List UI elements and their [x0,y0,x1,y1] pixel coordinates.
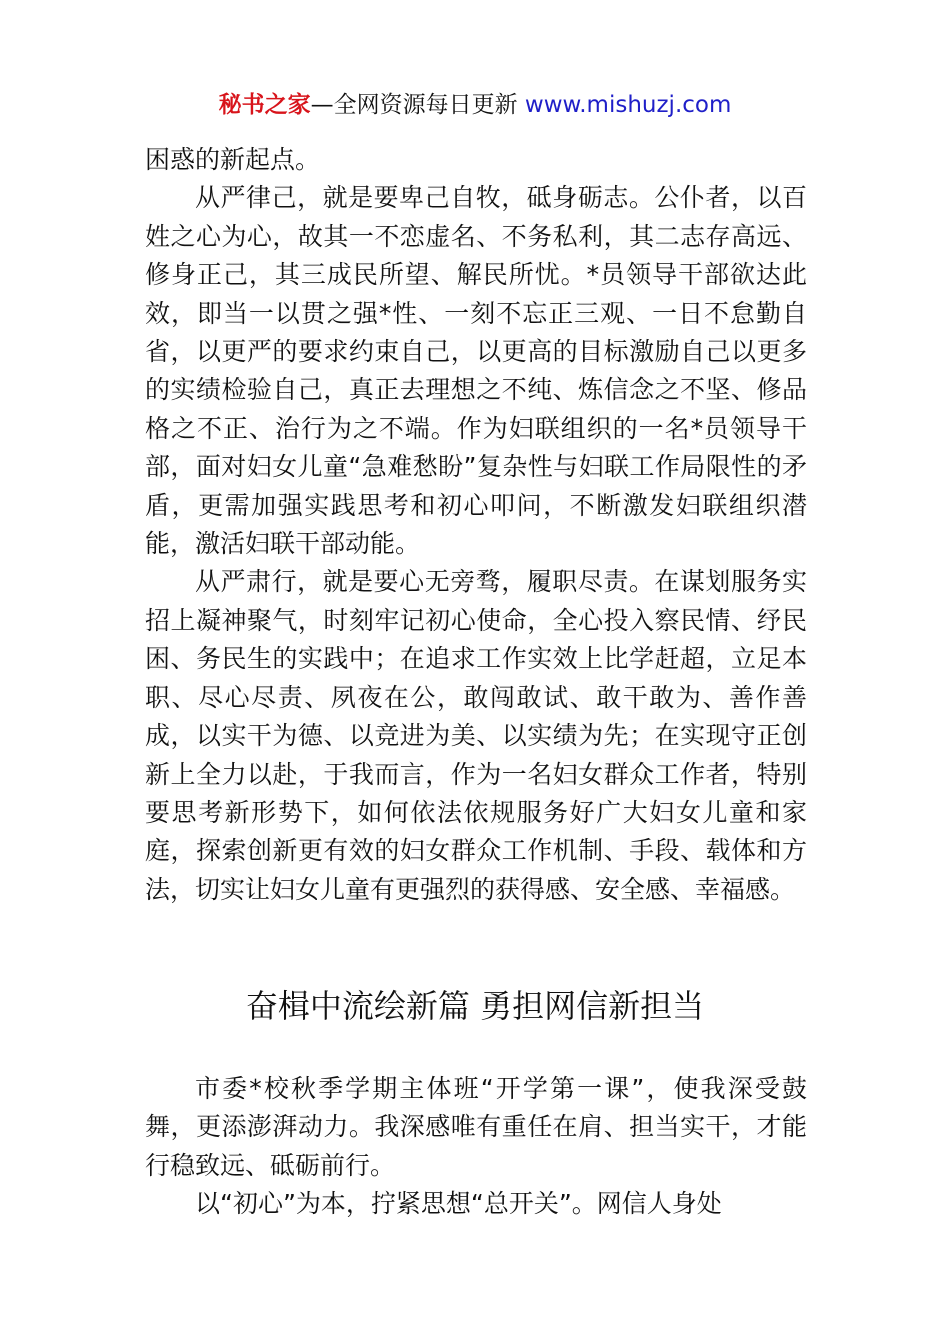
article-2-body [145,1070,807,1224]
site-header [0,88,950,122]
paragraph: 从严肃行，就是要心无旁骛，履职尽责。在谋划服务实招上凝神聚气，时刻牢记初心使命，全心投入察民情、纾民困、务民生的实践中；在追求工作实效上比学赶超，立足本职、尽心尽责、夙夜在公，敢闯敢试、敢干敢为、善作善成，以实干为德、以竞进为美、以实绩为先；在实现守正创新上全力以赴，于我而言，作为一名妇女群众工作者，特别要思考新形势下，如何依法依规服务好广大妇女儿童和家庭，探索创新更有效的妇女群众工作机制、手段、载体和方法，切实让妇女儿童有更强烈的获得感、安全感、幸福感。 [145,567,807,904]
site-url[interactable]: www.mishuzj.com [524,92,732,118]
article-1-body [145,141,807,909]
paragraph: 市委*校秋季学期主体班“开学第一课”，使我深受鼓舞，更添澎湃动力。我深感唯有重任在肩、担当实干，才能行稳致远、砥砺前行。 [145,1074,807,1180]
article-2-title: 奋楫中流绘新篇 勇担网信新担当 [245,987,705,1025]
paragraph: 从严律己，就是要卑己自牧，砥身砺志。公仆者，以百姓之心为心，故其一不恋虚名、不务私利，其二志存高远、修身正己，其三成民所望、解民所忧。*员领导干部欲达此效，即当一以贯之强*性、一刻不忘正三观、一日不怠勤自省，以更严的要求约束自己，以更高的目标激励自己以更多的实绩检验自己，真正去理想之不纯、炼信念之不坚、修品格之不正、治行为之不端。作为妇联组织的一名*员领导干部，面对妇女儿童“急难愁盼”复杂性与妇联工作局限性的矛盾，更需加强实践思考和初心叩问，不断激发妇联组织潜能，激活妇联干部动能。 [145,183,807,559]
site-brand: 秘书之家 [218,92,311,118]
paragraph: 以“初心”为本，拧紧思想“总开关”。网信人身处 [195,1189,722,1219]
paragraph: 困惑的新起点。 [145,145,321,174]
site-tagline: —全网资源每日更新 [310,92,518,118]
